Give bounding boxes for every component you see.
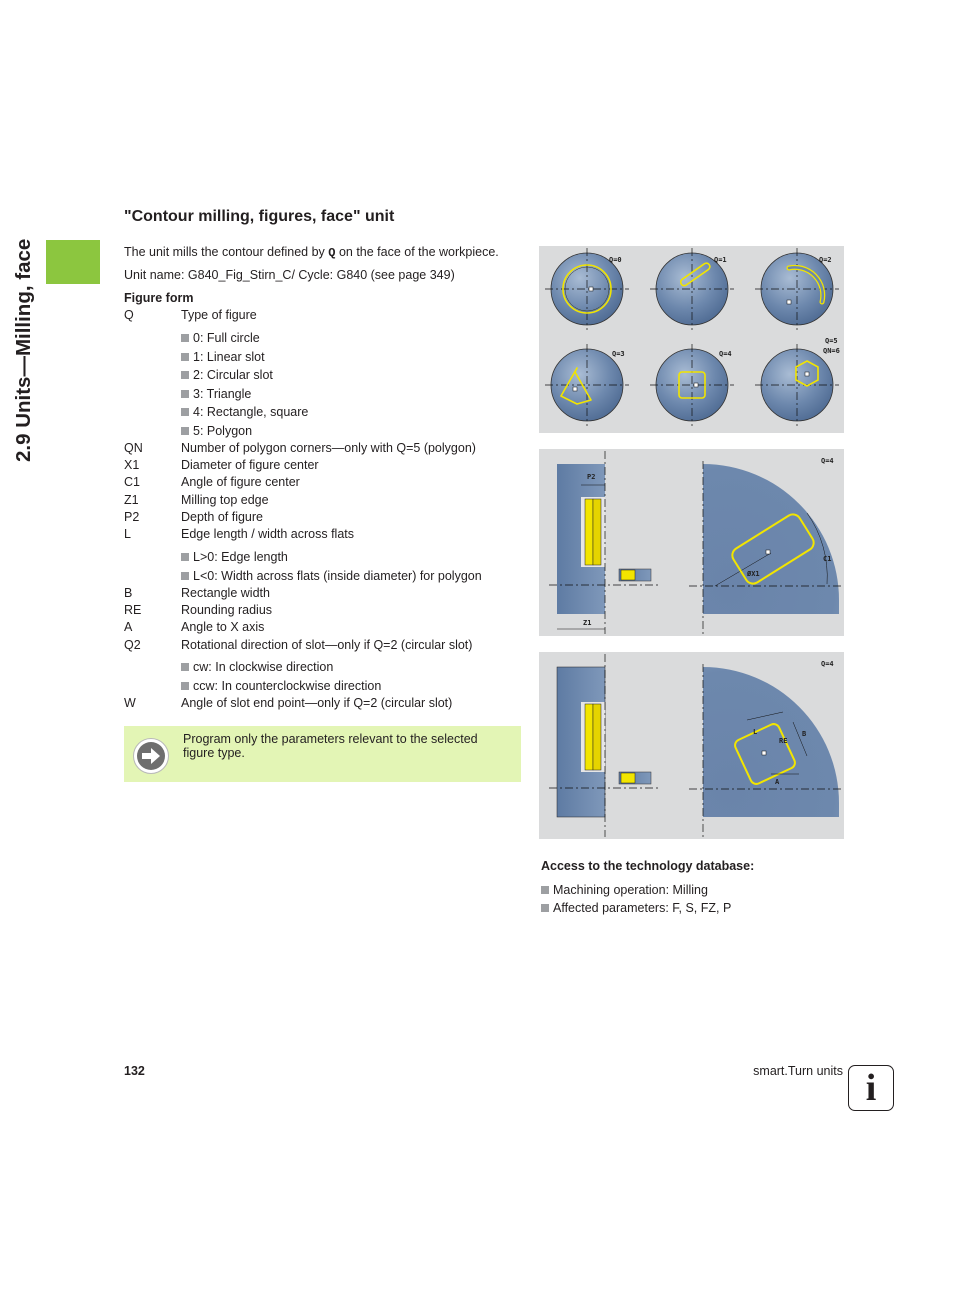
bullet-text: L<0: Width across flats (inside diameter) for polygon xyxy=(193,569,482,583)
square-bullet-icon xyxy=(181,353,189,361)
bullet-item xyxy=(181,387,251,401)
param-key: Z1 xyxy=(124,492,139,507)
label-qn6: QN=6 xyxy=(823,347,840,355)
access-heading: Access to the technology database: xyxy=(541,859,755,873)
square-bullet-icon xyxy=(181,408,189,416)
label-q1: Q=1 xyxy=(714,256,727,264)
param-desc: Type of figure xyxy=(181,308,257,322)
param-key: Q xyxy=(124,308,134,322)
param-key: X1 xyxy=(124,458,140,473)
bullet-text: 1: Linear slot xyxy=(193,349,265,364)
param-desc: Rounding radius xyxy=(181,603,273,618)
param-key: C1 xyxy=(124,475,140,490)
param-key: QN xyxy=(124,441,143,455)
param-desc: Edge length / width across flats xyxy=(181,527,355,541)
label-q4b: Q=4 xyxy=(821,457,834,465)
param-desc: Angle of figure center xyxy=(181,475,300,490)
bullet-text: Affected parameters: F, S, FZ, P xyxy=(553,901,732,915)
disc-q1 xyxy=(650,248,734,330)
param-desc: Rectangle width xyxy=(181,586,270,600)
label-l: L xyxy=(753,728,758,736)
figure-parameters-diagram xyxy=(539,449,844,636)
square-bullet-icon xyxy=(181,553,189,561)
bullet-item xyxy=(181,550,288,564)
bullet-item xyxy=(181,350,265,364)
label-x1: ØX1 xyxy=(747,570,760,578)
bullet-item xyxy=(181,679,381,693)
bullet-text: 0: Full circle xyxy=(193,331,260,345)
bullet-item xyxy=(181,405,308,419)
bullet-text: Machining operation: Milling xyxy=(553,883,708,897)
chapter-title-svg xyxy=(0,210,44,470)
disc-q4 xyxy=(650,344,734,426)
label-q2: Q=2 xyxy=(819,256,832,264)
param-key: L xyxy=(124,527,131,541)
chapter-title-text: 2.9 Units—Milling, face xyxy=(12,238,35,462)
bullet-item xyxy=(541,883,708,897)
square-bullet-icon xyxy=(181,371,189,379)
square-bullet-icon xyxy=(181,334,189,342)
intro-code: Q xyxy=(328,246,336,260)
param-key: W xyxy=(124,696,136,710)
note-text: Program only the parameters relevant to the selected figure type. xyxy=(183,732,478,760)
param-desc: Angle to X axis xyxy=(181,620,265,635)
label-c1: C1 xyxy=(823,555,832,563)
param-key: RE xyxy=(124,603,142,618)
figure-form-heading: Figure form xyxy=(124,291,194,305)
bullet-text: 2: Circular slot xyxy=(193,368,273,383)
square-bullet-icon xyxy=(541,904,549,912)
page-number: 132 xyxy=(124,1064,145,1078)
intro-paragraph xyxy=(124,245,499,260)
label-q4c: Q=4 xyxy=(821,660,834,668)
info-icon xyxy=(848,1065,894,1111)
label-z1: Z1 xyxy=(583,619,592,627)
square-bullet-icon xyxy=(181,682,189,690)
bullet-text: ccw: In counterclockwise direction xyxy=(193,679,382,693)
param-desc: Diameter of figure center xyxy=(181,458,319,473)
bullet-text: 5: Polygon xyxy=(193,424,253,438)
disc-q5 xyxy=(755,337,840,426)
page-title: "Contour milling, figures, face" unit xyxy=(124,208,395,225)
bullet-item xyxy=(181,331,260,345)
param-desc: Number of polygon corners—only with Q=5 (polygon) xyxy=(181,441,476,455)
param-desc: Angle of slot end point—only if Q=2 (circular slot) xyxy=(181,696,453,710)
figure-rectangle-diagram xyxy=(539,652,844,839)
square-bullet-icon xyxy=(181,427,189,435)
bullet-item xyxy=(181,660,333,674)
unit-name: Unit name: G840_Fig_Stirn_C/ Cycle: G840 (see page 349) xyxy=(124,268,455,282)
param-key: Q2 xyxy=(124,637,141,652)
label-q5: Q=5 xyxy=(825,337,838,345)
info-glyph: i xyxy=(865,1067,877,1109)
label-re: RE xyxy=(779,737,788,745)
label-q3: Q=3 xyxy=(612,350,625,358)
bullet-text: 3: Triangle xyxy=(193,386,252,401)
param-key: B xyxy=(124,586,133,600)
square-bullet-icon xyxy=(541,886,549,894)
param-desc: Milling top edge xyxy=(181,492,269,507)
param-desc: Depth of figure xyxy=(181,509,263,524)
bullet-item xyxy=(181,368,273,382)
label-b: B xyxy=(802,730,807,738)
disc-q2 xyxy=(755,248,839,330)
figure-types-diagram xyxy=(539,246,844,433)
label-p2: P2 xyxy=(587,473,596,481)
chapter-title-vertical xyxy=(0,210,44,470)
square-bullet-icon xyxy=(181,390,189,398)
bullet-text: cw: In clockwise direction xyxy=(193,660,334,674)
label-a: A xyxy=(775,778,780,786)
bullet-item xyxy=(181,569,482,583)
intro-after: on the face of the workpiece. xyxy=(335,245,499,259)
note-box xyxy=(124,726,521,782)
bullet-text: L>0: Edge length xyxy=(193,550,288,564)
param-desc: Rotational direction of slot—only if Q=2 (circular slot) xyxy=(181,637,473,652)
bullet-text: 4: Rectangle, square xyxy=(193,405,309,420)
label-q0: Q=0 xyxy=(609,256,622,264)
chapter-tab-marker xyxy=(46,240,100,284)
footer-text: smart.Turn units xyxy=(753,1064,843,1078)
disc-q3 xyxy=(545,344,629,426)
param-key: P2 xyxy=(124,509,140,524)
param-key: A xyxy=(124,620,133,635)
square-bullet-icon xyxy=(181,663,189,671)
bullet-item xyxy=(181,424,252,438)
square-bullet-icon xyxy=(181,572,189,580)
intro-before: The unit mills the contour defined by xyxy=(124,245,329,259)
bullet-item xyxy=(541,901,731,915)
disc-q0 xyxy=(545,248,629,330)
label-q4: Q=4 xyxy=(719,350,732,358)
arrow-right-icon xyxy=(133,738,169,774)
